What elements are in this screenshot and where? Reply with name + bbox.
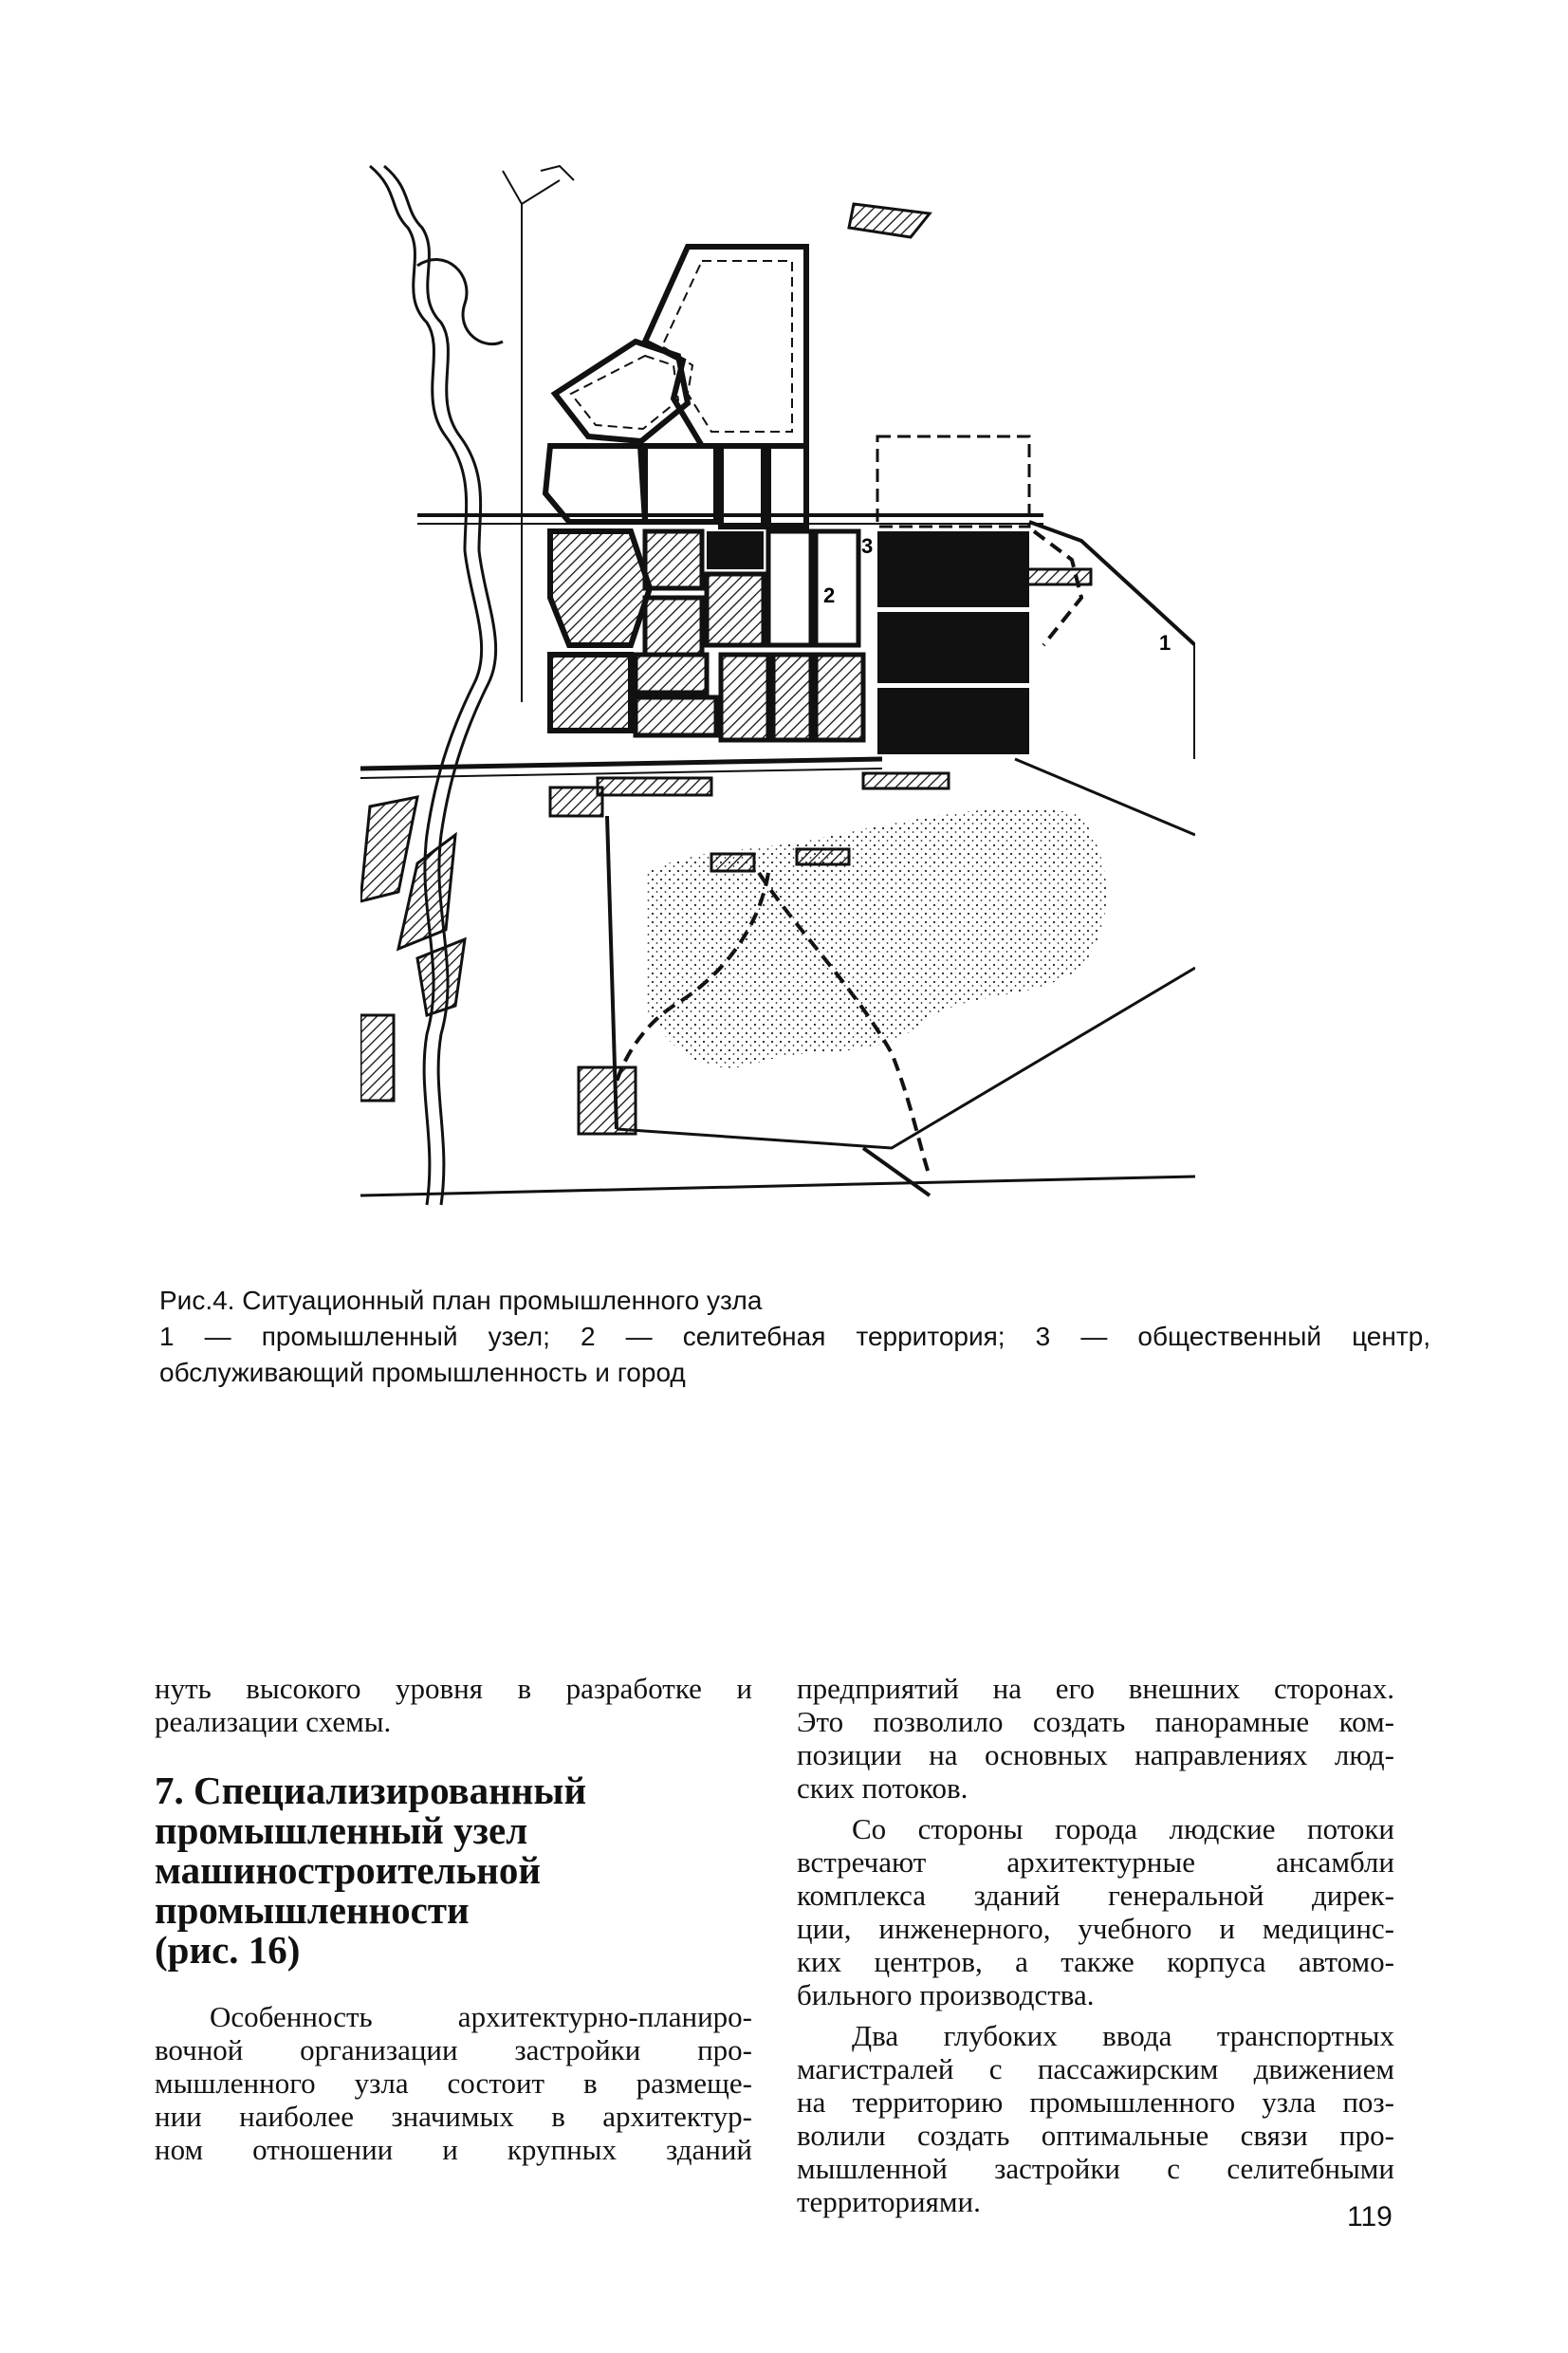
text-line: мышленной застройки с селитебными [797,2152,1394,2185]
text-line: вочной организации застройки про- [155,2033,752,2066]
plan-label-1: 1 [1159,631,1171,655]
text-line: Это позволило создать панорамные ком- [797,1705,1394,1738]
text-line: реализации схемы. [155,1705,392,1738]
heading-line: 7. Специализированный [155,1769,587,1812]
left-column [155,1672,752,2166]
text-line: ских потоков. [797,1771,968,1805]
industrial-node-blocks [545,247,1029,754]
text-line: нии наиболее значимых в архитектур- [155,2100,752,2133]
plan-label-3: 3 [861,534,874,558]
section-heading [155,1770,752,1970]
heading-line: промышленности [155,1888,470,1932]
page-number: 119 [1347,2201,1393,2233]
text-line: ких центров, а также корпуса автомо- [797,1945,1394,1978]
text-line: территориями. [797,2185,981,2218]
text-line: встречают архитектурные ансамбли [797,1845,1394,1879]
site-plan-figure [360,152,1195,1214]
caption-legend-line1: 1 — промышленный узел; 2 — селитебная территория; 3 — общественный центр, [159,1322,1430,1351]
caption-legend-line2: обслуживающий промышленность и город [159,1358,686,1387]
caption-title: Рис.4. Ситуационный план промышленного узла [159,1286,763,1315]
text-line: волили создать оптимальные связи про- [797,2119,1394,2152]
left-paragraph-1 [155,1672,752,1738]
text-line: комплекса зданий генеральной дирек- [797,1879,1394,1912]
right-paragraph-3 [797,2019,1394,2218]
text-line: ном отношении и крупных зданий [155,2133,752,2166]
text-line: Особенность архитектурно-планиро- [210,2000,752,2033]
right-paragraph-2 [797,1812,1394,2011]
green-zone [645,808,1106,1068]
right-column [797,1672,1394,2218]
text-line: Два глубоких ввода транспортных [852,2019,1394,2052]
text-line: на территорию промышленного узла поз- [797,2085,1394,2119]
text-line: бильного производства. [797,1978,1095,2011]
text-line: предприятий на его внешних сторонах. [797,1672,1394,1705]
right-paragraph-1 [797,1672,1394,1805]
text-line: магистралей с пассажирским движением [797,2052,1394,2085]
heading-line: (рис. 16) [155,1928,301,1972]
text-line: Со стороны города людские потоки [852,1812,1394,1845]
heading-line: машиностроительной [155,1848,542,1892]
heading-line: промышленный узел [155,1808,528,1852]
plan-label-2: 2 [823,584,836,607]
text-line: мышленного узла состоит в размеще- [155,2066,752,2100]
text-line: позиции на основных направлениях люд- [797,1738,1394,1771]
text-line: нуть высокого уровня в разработке и [155,1672,752,1705]
figure-caption [159,1283,1430,1391]
left-paragraph-2 [155,2000,752,2166]
text-line: ции, инженерного, учебного и медицинс- [797,1912,1394,1945]
